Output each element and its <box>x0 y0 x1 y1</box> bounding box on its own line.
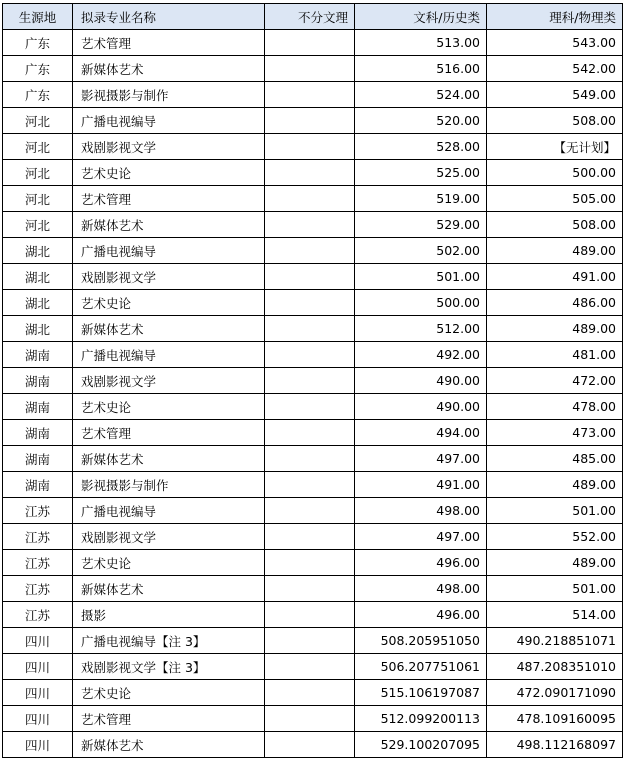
major-cell: 广播电视编导 <box>73 498 265 524</box>
table-row <box>3 628 623 654</box>
science-physics-score-cell: 500.00 <box>487 160 623 186</box>
major-cell: 戏剧影视文学 <box>73 368 265 394</box>
table-row <box>3 394 623 420</box>
undivided-score-cell <box>265 602 355 628</box>
table-row <box>3 160 623 186</box>
major-cell: 新媒体艺术 <box>73 56 265 82</box>
major-cell: 摄影 <box>73 602 265 628</box>
major-cell: 广播电视编导【注 3】 <box>73 628 265 654</box>
table-row <box>3 654 623 680</box>
table-row <box>3 56 623 82</box>
arts-history-score-cell: 513.00 <box>355 30 487 56</box>
province-cell: 广东 <box>3 30 73 56</box>
province-cell: 四川 <box>3 654 73 680</box>
undivided-score-cell <box>265 290 355 316</box>
table-row <box>3 498 623 524</box>
major-cell: 戏剧影视文学 <box>73 524 265 550</box>
arts-history-score-cell: 492.00 <box>355 342 487 368</box>
science-physics-score-cell: 505.00 <box>487 186 623 212</box>
arts-history-score-cell: 490.00 <box>355 368 487 394</box>
table-row <box>3 290 623 316</box>
arts-history-score-cell: 512.099200113 <box>355 706 487 732</box>
province-cell: 四川 <box>3 628 73 654</box>
major-cell: 新媒体艺术 <box>73 446 265 472</box>
undivided-score-cell <box>265 394 355 420</box>
arts-history-score-cell: 506.207751061 <box>355 654 487 680</box>
province-cell: 河北 <box>3 160 73 186</box>
undivided-score-cell <box>265 212 355 238</box>
arts-history-score-cell: 501.00 <box>355 264 487 290</box>
province-cell: 湖南 <box>3 472 73 498</box>
undivided-score-cell <box>265 524 355 550</box>
province-cell: 四川 <box>3 706 73 732</box>
arts-history-score-cell: 516.00 <box>355 56 487 82</box>
arts-history-score-cell: 491.00 <box>355 472 487 498</box>
province-cell: 江苏 <box>3 524 73 550</box>
major-cell: 广播电视编导 <box>73 238 265 264</box>
arts-history-score-cell: 519.00 <box>355 186 487 212</box>
province-cell: 湖南 <box>3 394 73 420</box>
province-cell: 湖北 <box>3 264 73 290</box>
science-physics-score-cell: 487.208351010 <box>487 654 623 680</box>
undivided-score-cell <box>265 732 355 758</box>
table-row <box>3 706 623 732</box>
arts-history-score-cell: 498.00 <box>355 576 487 602</box>
science-physics-score-cell: 543.00 <box>487 30 623 56</box>
table-row <box>3 186 623 212</box>
undivided-score-cell <box>265 654 355 680</box>
table-row <box>3 368 623 394</box>
major-cell: 艺术史论 <box>73 550 265 576</box>
major-cell: 新媒体艺术 <box>73 732 265 758</box>
undivided-score-cell <box>265 550 355 576</box>
major-cell: 新媒体艺术 <box>73 316 265 342</box>
undivided-score-cell <box>265 134 355 160</box>
table-row <box>3 420 623 446</box>
major-cell: 戏剧影视文学 <box>73 134 265 160</box>
arts-history-score-cell: 529.100207095 <box>355 732 487 758</box>
table-row <box>3 82 623 108</box>
arts-history-score-cell: 515.106197087 <box>355 680 487 706</box>
science-physics-score-cell: 501.00 <box>487 576 623 602</box>
science-physics-score-cell: 489.00 <box>487 472 623 498</box>
table-row <box>3 524 623 550</box>
undivided-score-cell <box>265 420 355 446</box>
column-header-arts-history: 文科/历史类 <box>355 4 487 30</box>
undivided-score-cell <box>265 680 355 706</box>
science-physics-score-cell: 481.00 <box>487 342 623 368</box>
table-row <box>3 108 623 134</box>
science-physics-score-cell: 489.00 <box>487 316 623 342</box>
province-cell: 河北 <box>3 212 73 238</box>
science-physics-score-cell: 489.00 <box>487 550 623 576</box>
table-row <box>3 264 623 290</box>
science-physics-score-cell: 498.112168097 <box>487 732 623 758</box>
province-cell: 湖南 <box>3 368 73 394</box>
science-physics-score-cell: 508.00 <box>487 108 623 134</box>
undivided-score-cell <box>265 30 355 56</box>
science-physics-score-cell: 508.00 <box>487 212 623 238</box>
undivided-score-cell <box>265 498 355 524</box>
province-cell: 江苏 <box>3 576 73 602</box>
science-physics-score-cell: 549.00 <box>487 82 623 108</box>
science-physics-score-cell: 478.00 <box>487 394 623 420</box>
province-cell: 四川 <box>3 680 73 706</box>
major-cell: 艺术史论 <box>73 394 265 420</box>
arts-history-score-cell: 490.00 <box>355 394 487 420</box>
undivided-score-cell <box>265 108 355 134</box>
major-cell: 艺术管理 <box>73 420 265 446</box>
major-cell: 影视摄影与制作 <box>73 472 265 498</box>
undivided-score-cell <box>265 238 355 264</box>
province-cell: 广东 <box>3 82 73 108</box>
major-cell: 广播电视编导 <box>73 342 265 368</box>
undivided-score-cell <box>265 706 355 732</box>
table-row <box>3 732 623 758</box>
arts-history-score-cell: 524.00 <box>355 82 487 108</box>
table-row <box>3 212 623 238</box>
table-row <box>3 602 623 628</box>
major-cell: 戏剧影视文学 <box>73 264 265 290</box>
arts-history-score-cell: 497.00 <box>355 446 487 472</box>
undivided-score-cell <box>265 56 355 82</box>
science-physics-score-cell: 501.00 <box>487 498 623 524</box>
science-physics-score-cell: 486.00 <box>487 290 623 316</box>
table-row <box>3 342 623 368</box>
arts-history-score-cell: 496.00 <box>355 602 487 628</box>
science-physics-score-cell: 478.109160095 <box>487 706 623 732</box>
major-cell: 艺术管理 <box>73 30 265 56</box>
science-physics-score-cell: 【无计划】 <box>487 134 623 160</box>
science-physics-score-cell: 552.00 <box>487 524 623 550</box>
province-cell: 湖北 <box>3 316 73 342</box>
province-cell: 湖南 <box>3 446 73 472</box>
major-cell: 艺术管理 <box>73 186 265 212</box>
province-cell: 河北 <box>3 134 73 160</box>
major-cell: 影视摄影与制作 <box>73 82 265 108</box>
admission-score-table <box>2 3 623 758</box>
header-row <box>3 4 623 30</box>
undivided-score-cell <box>265 368 355 394</box>
undivided-score-cell <box>265 82 355 108</box>
table-header <box>3 4 623 30</box>
undivided-score-cell <box>265 628 355 654</box>
column-header-province: 生源地 <box>3 4 73 30</box>
table-row <box>3 680 623 706</box>
science-physics-score-cell: 473.00 <box>487 420 623 446</box>
province-cell: 湖南 <box>3 420 73 446</box>
undivided-score-cell <box>265 342 355 368</box>
undivided-score-cell <box>265 576 355 602</box>
undivided-score-cell <box>265 446 355 472</box>
column-header-major: 拟录专业名称 <box>73 4 265 30</box>
arts-history-score-cell: 508.205951050 <box>355 628 487 654</box>
major-cell: 新媒体艺术 <box>73 576 265 602</box>
province-cell: 江苏 <box>3 602 73 628</box>
arts-history-score-cell: 498.00 <box>355 498 487 524</box>
arts-history-score-cell: 502.00 <box>355 238 487 264</box>
table-row <box>3 30 623 56</box>
province-cell: 江苏 <box>3 498 73 524</box>
science-physics-score-cell: 491.00 <box>487 264 623 290</box>
arts-history-score-cell: 520.00 <box>355 108 487 134</box>
table-row <box>3 576 623 602</box>
table-row <box>3 238 623 264</box>
table-row <box>3 472 623 498</box>
major-cell: 戏剧影视文学【注 3】 <box>73 654 265 680</box>
major-cell: 艺术管理 <box>73 706 265 732</box>
table-row <box>3 550 623 576</box>
science-physics-score-cell: 489.00 <box>487 238 623 264</box>
science-physics-score-cell: 542.00 <box>487 56 623 82</box>
science-physics-score-cell: 514.00 <box>487 602 623 628</box>
undivided-score-cell <box>265 316 355 342</box>
major-cell: 广播电视编导 <box>73 108 265 134</box>
undivided-score-cell <box>265 160 355 186</box>
science-physics-score-cell: 490.218851071 <box>487 628 623 654</box>
arts-history-score-cell: 512.00 <box>355 316 487 342</box>
major-cell: 艺术史论 <box>73 160 265 186</box>
science-physics-score-cell: 485.00 <box>487 446 623 472</box>
undivided-score-cell <box>265 472 355 498</box>
arts-history-score-cell: 525.00 <box>355 160 487 186</box>
arts-history-score-cell: 496.00 <box>355 550 487 576</box>
province-cell: 江苏 <box>3 550 73 576</box>
province-cell: 广东 <box>3 56 73 82</box>
province-cell: 湖北 <box>3 290 73 316</box>
science-physics-score-cell: 472.090171090 <box>487 680 623 706</box>
province-cell: 湖北 <box>3 238 73 264</box>
science-physics-score-cell: 472.00 <box>487 368 623 394</box>
arts-history-score-cell: 497.00 <box>355 524 487 550</box>
major-cell: 新媒体艺术 <box>73 212 265 238</box>
table-row <box>3 446 623 472</box>
arts-history-score-cell: 500.00 <box>355 290 487 316</box>
table-body <box>3 30 623 758</box>
province-cell: 河北 <box>3 186 73 212</box>
column-header-undivided: 不分文理 <box>265 4 355 30</box>
undivided-score-cell <box>265 264 355 290</box>
arts-history-score-cell: 528.00 <box>355 134 487 160</box>
column-header-science-physics: 理科/物理类 <box>487 4 623 30</box>
arts-history-score-cell: 529.00 <box>355 212 487 238</box>
table-row <box>3 134 623 160</box>
province-cell: 河北 <box>3 108 73 134</box>
table-row <box>3 316 623 342</box>
undivided-score-cell <box>265 186 355 212</box>
major-cell: 艺术史论 <box>73 680 265 706</box>
province-cell: 四川 <box>3 732 73 758</box>
major-cell: 艺术史论 <box>73 290 265 316</box>
province-cell: 湖南 <box>3 342 73 368</box>
arts-history-score-cell: 494.00 <box>355 420 487 446</box>
